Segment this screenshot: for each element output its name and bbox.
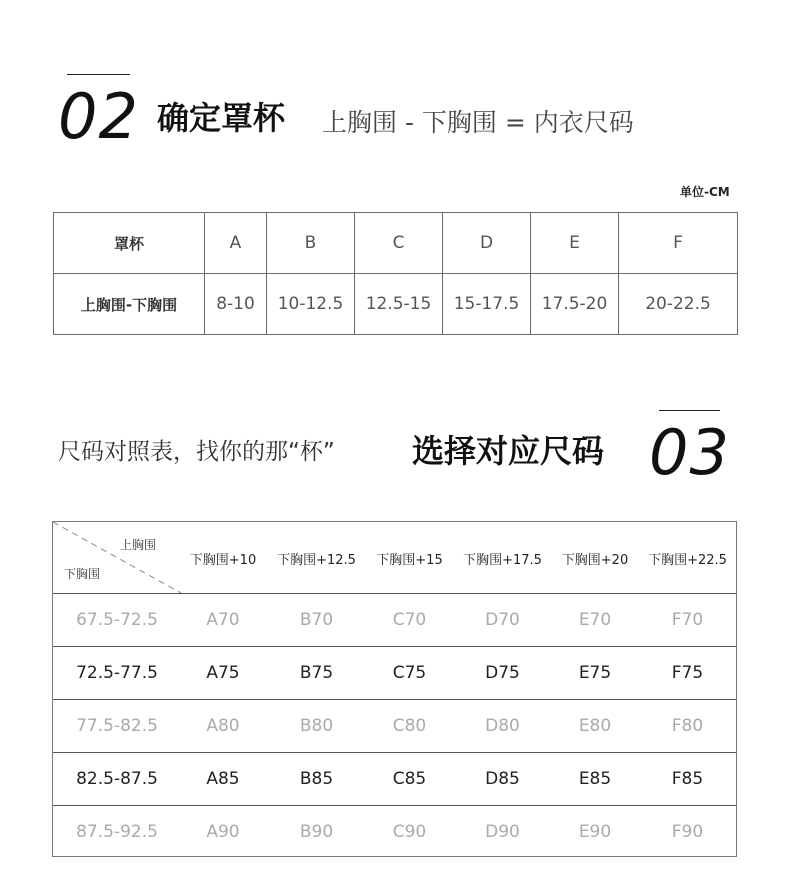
size-cell: E80 [578,716,612,736]
cup-cell: F [619,213,738,274]
size-cell: B80 [299,716,334,736]
range-row-header: 上胸围-下胸围 [54,274,205,335]
size-cell: A70 [206,610,240,630]
range-row [54,274,738,335]
cup-cell: C [355,213,443,274]
column-header: 下胸围+20 [561,553,629,568]
size-cell: D75 [485,663,520,683]
diagonal-line [53,522,181,593]
table-row [53,805,736,857]
table-row [53,752,736,804]
diagonal-corner-cell [53,522,181,593]
size-cell: A75 [206,663,240,683]
section03-title: 选择对应尺码 [412,432,605,470]
size-cell: B85 [299,769,334,789]
band-cell: 82.5-87.5 [76,769,158,789]
section02-formula: 上胸围 - 下胸围 = 内衣尺码 [322,108,634,137]
cup-cell: E [531,213,619,274]
column-header: 下胸围+22.5 [648,553,727,568]
size-cell: B90 [299,822,334,842]
size-cell: A85 [206,769,240,789]
size-table-header [53,522,736,593]
size-table [52,521,737,857]
size-cell: C80 [392,716,427,736]
size-cell: E70 [578,610,612,630]
unit-label: 单位-CM [680,185,730,199]
band-cell: 77.5-82.5 [76,716,158,736]
cup-row [54,213,738,274]
cup-row-header: 罩杯 [54,213,205,274]
corner-bottom-label: 下胸围 [64,567,101,581]
range-cell: 17.5-20 [531,274,619,335]
size-cell: D90 [485,822,520,842]
size-cell: A90 [206,822,240,842]
band-cell: 87.5-92.5 [76,822,158,842]
size-cell: E85 [578,769,612,789]
size-cell: C85 [392,769,427,789]
section03-subtitle: 尺码对照表，找你的那“杯” [58,439,335,465]
range-cell: 8-10 [205,274,267,335]
size-cell: F85 [671,769,704,789]
column-header: 下胸围+12.5 [277,553,356,568]
range-cell: 12.5-15 [355,274,443,335]
corner-top-label: 上胸围 [120,538,157,552]
section03-number: 03 [649,416,730,489]
range-cell: 15-17.5 [443,274,531,335]
size-cell: D80 [485,716,520,736]
table-row [53,646,736,698]
size-cell: E75 [578,663,612,683]
band-cell: 67.5-72.5 [76,610,158,630]
table-row [53,699,736,751]
cup-cell: A [205,213,267,274]
section02-title: 确定罩杯 [157,99,286,137]
size-cell: C70 [392,610,427,630]
size-cell: F75 [671,663,704,683]
column-header: 下胸围+10 [189,553,257,568]
size-cell: B70 [299,610,334,630]
column-header: 下胸围+17.5 [463,553,542,568]
size-cell: F90 [671,822,704,842]
size-cell: B75 [299,663,334,683]
size-cell: C75 [392,663,427,683]
section02-rule [67,74,130,75]
size-cell: C90 [392,822,427,842]
size-cell: A80 [206,716,240,736]
section03-rule [659,410,720,411]
band-cell: 72.5-77.5 [76,663,158,683]
range-cell: 10-12.5 [267,274,355,335]
size-cell: D85 [485,769,520,789]
table-row [53,593,736,645]
size-cell: E90 [578,822,612,842]
cup-cell: D [443,213,531,274]
cup-table [53,212,738,335]
size-cell: F70 [671,610,704,630]
range-cell: 20-22.5 [619,274,738,335]
cup-cell: B [267,213,355,274]
column-header: 下胸围+15 [376,553,443,568]
size-cell: F80 [671,716,704,736]
size-cell: D70 [485,610,520,630]
section02-number: 02 [58,80,139,153]
